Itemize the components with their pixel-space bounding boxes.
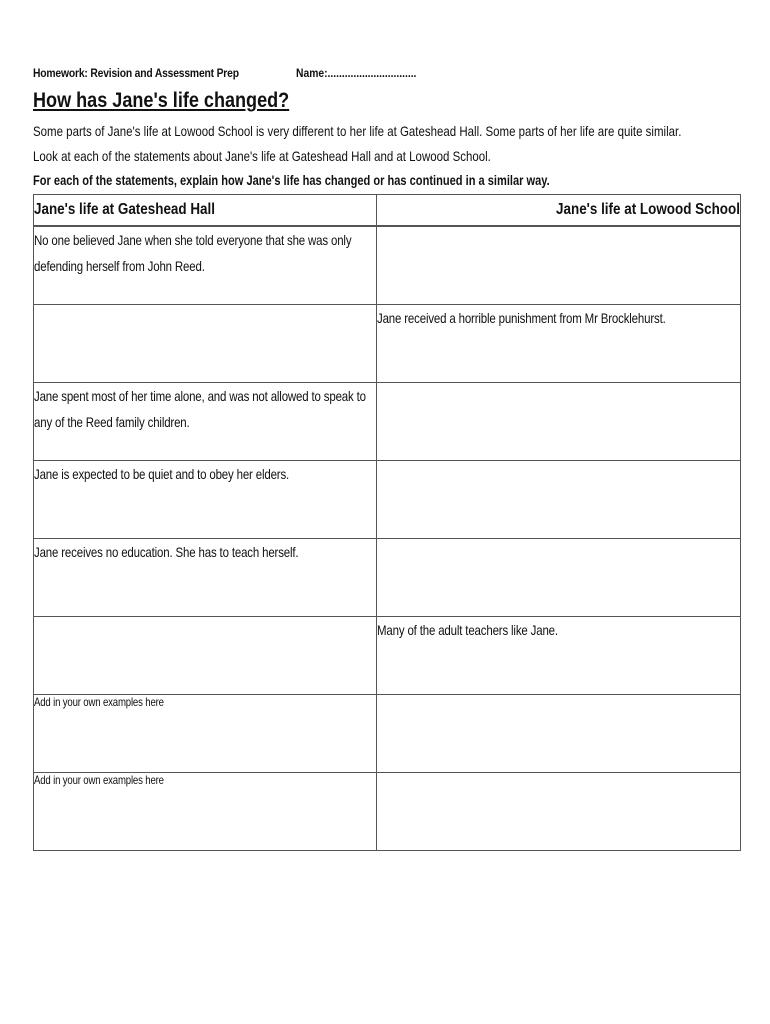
intro-line-1: Some parts of Jane's life at Lowood School is very different to her life at Gateshead Hall. Some parts of her life are quite similar. (33, 123, 682, 139)
table-row (34, 305, 741, 383)
gateshead-statement: No one believed Jane when she told everyone that she was only defending herself from John Reed. (34, 232, 352, 274)
lowood-statement: Jane received a horrible punishment from Mr Brocklehurst. (377, 310, 666, 326)
gateshead-statement: Jane receives no education. She has to teach herself. (34, 544, 299, 560)
column-header-gateshead (34, 195, 377, 227)
lowood-cell[interactable] (377, 305, 741, 383)
gateshead-cell[interactable] (34, 773, 377, 851)
column-header-lowood-label: Jane's life at Lowood School (556, 201, 740, 218)
column-header-gateshead-label: Jane's life at Gateshead Hall (34, 201, 215, 218)
table-row (34, 773, 741, 851)
table-row (34, 383, 741, 461)
name-field-label: Name:............................... (296, 66, 417, 80)
gateshead-cell[interactable] (34, 617, 377, 695)
gateshead-cell[interactable] (34, 539, 377, 617)
lowood-cell[interactable] (377, 461, 741, 539)
lowood-cell[interactable] (377, 773, 741, 851)
page-title: How has Jane's life changed? (33, 89, 290, 112)
gateshead-cell[interactable] (34, 383, 377, 461)
lowood-cell[interactable] (377, 226, 741, 305)
instruction-text: For each of the statements, explain how Jane's life has changed or has continued in a similar way. (33, 173, 550, 188)
gateshead-cell[interactable] (34, 226, 377, 305)
lowood-cell[interactable] (377, 617, 741, 695)
table-row (34, 461, 741, 539)
gateshead-cell[interactable] (34, 461, 377, 539)
gateshead-statement: Jane is expected to be quiet and to obey her elders. (34, 466, 290, 482)
table-row (34, 539, 741, 617)
lowood-cell[interactable] (377, 539, 741, 617)
homework-label: Homework: Revision and Assessment Prep (33, 66, 239, 80)
gateshead-cell[interactable] (34, 695, 377, 773)
gateshead-cell[interactable] (34, 305, 377, 383)
table-row (34, 695, 741, 773)
gateshead-statement: Jane spent most of her time alone, and was not allowed to speak to any of the Reed family children. (34, 388, 366, 430)
lowood-cell[interactable] (377, 383, 741, 461)
add-example-prompt: Add in your own examples here (34, 773, 164, 787)
comparison-table (33, 194, 741, 851)
intro-line-2: Look at each of the statements about Jane's life at Gateshead Hall and at Lowood School. (33, 148, 491, 164)
add-example-prompt: Add in your own examples here (34, 695, 164, 709)
column-header-lowood (377, 195, 741, 227)
table-header-row (34, 195, 741, 227)
lowood-cell[interactable] (377, 695, 741, 773)
table-row (34, 226, 741, 305)
lowood-statement: Many of the adult teachers like Jane. (377, 622, 558, 638)
table-row (34, 617, 741, 695)
